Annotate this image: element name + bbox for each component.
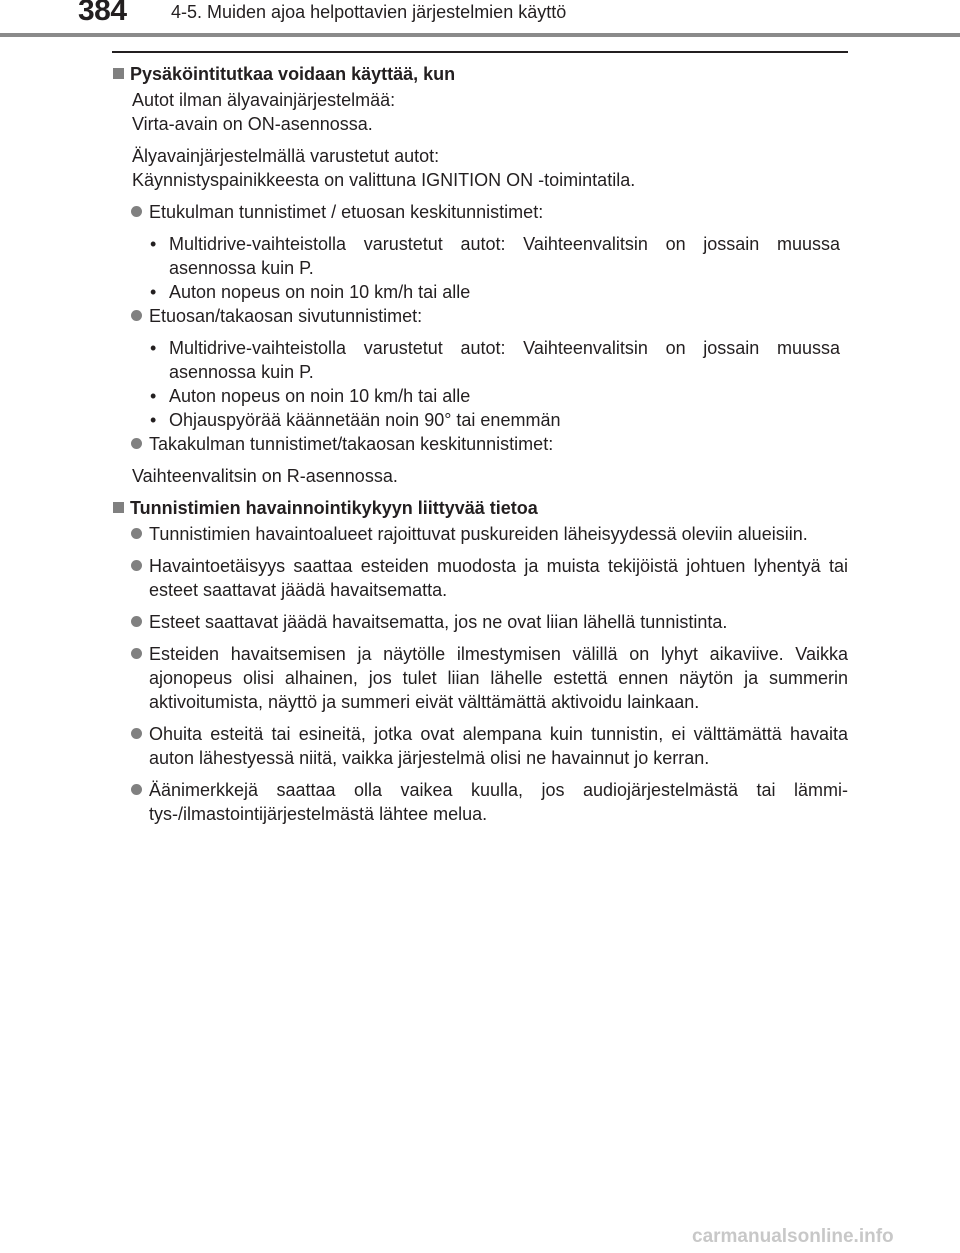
paragraph: Vaihteenvalitsin on R-asennossa. — [132, 466, 398, 486]
section-heading-availability — [112, 62, 848, 86]
heading-text: Pysäköintitutkaa voidaan käyttää, kun — [130, 64, 456, 84]
list-item — [112, 200, 848, 224]
page-content — [112, 62, 848, 826]
round-bullet-icon — [131, 560, 142, 571]
dot-bullet-icon: • — [150, 282, 157, 302]
section-heading-detection — [112, 496, 848, 520]
dot-bullet-icon: • — [150, 338, 157, 358]
page-header — [0, 0, 960, 40]
text-line: Autot ilman älyavainjärjestelmää: — [132, 90, 396, 110]
list-item-text: Esteiden havaitsemisen ja näytölle ilmestymisen välillä on lyhyt aikaviive. Vaikka ajonopeus olisi alhainen, jos tulet liian lähelle estettä ennen näytön ja summerin aktivoitumista, näyttö ja summeri eivät välttämättä aktivoidu lainkaan. — [149, 644, 848, 712]
sub-list-item — [112, 232, 848, 280]
list-item-label: Etukulman tunnistimet / etuosan keskitunnistimet: — [149, 202, 544, 222]
text-line: Käynnistyspainikkeesta on valittuna IGNITION ON -toimintatila. — [132, 170, 636, 190]
list-item-text: Havaintoetäisyys saattaa esteiden muodosta ja muista tekijöistä johtuen lyhentyä tai esteet saattavat jäädä havaitsematta. — [149, 556, 848, 600]
round-bullet-icon — [131, 206, 142, 217]
text-line: Virta-avain on ON-asennossa. — [132, 114, 373, 134]
list-item-text: Esteet saattavat jäädä havaitsematta, jos ne ovat liian lähellä tunnistinta. — [149, 612, 728, 632]
list-item — [112, 554, 848, 602]
list-item-text: Äänimerkkejä saattaa olla vaikea kuulla, jos audiojärjestelmästä tai lämmi-tys-/ilmastointijärjestelmästä lähtee melua. — [149, 780, 848, 824]
paragraph — [112, 144, 848, 192]
sub-list-item-text: Multidrive-vaihteistolla varustetut autot: Vaihteenvalitsin on jossain muussa asennossa kuin P. — [169, 338, 840, 382]
sub-list-item — [112, 280, 848, 304]
round-bullet-icon — [131, 438, 142, 449]
header-divider — [0, 33, 960, 37]
list-item-label: Takakulman tunnistimet/takaosan keskitunnistimet: — [149, 434, 554, 454]
watermark: carmanualsonline.info — [692, 1226, 894, 1247]
list-item — [112, 778, 848, 826]
section-rule — [112, 51, 848, 53]
sub-list-item — [112, 408, 848, 432]
list-item — [112, 722, 848, 770]
paragraph — [112, 88, 848, 136]
dot-bullet-icon: • — [150, 386, 157, 406]
list-item-text: Tunnistimien havaintoalueet rajoittuvat puskureiden läheisyydessä oleviin alueisiin. — [149, 524, 808, 544]
sub-list-item-text: Auton nopeus on noin 10 km/h tai alle — [169, 282, 471, 302]
dot-bullet-icon: • — [150, 410, 157, 430]
round-bullet-icon — [131, 310, 142, 321]
list-item — [112, 522, 848, 546]
round-bullet-icon — [131, 784, 142, 795]
heading-text: Tunnistimien havainnointikykyyn liittyvää tietoa — [130, 498, 538, 518]
round-bullet-icon — [131, 728, 142, 739]
round-bullet-icon — [131, 616, 142, 627]
list-item — [112, 432, 848, 456]
sub-list-item-text: Multidrive-vaihteistolla varustetut autot: Vaihteenvalitsin on jossain muussa asennossa kuin P. — [169, 234, 840, 278]
sub-list-item — [112, 384, 848, 408]
text-line: Älyavainjärjestelmällä varustetut autot: — [132, 146, 440, 166]
list-item — [112, 642, 848, 714]
round-bullet-icon — [131, 648, 142, 659]
sub-list-item-text: Ohjauspyörää käännetään noin 90° tai enemmän — [169, 410, 561, 430]
round-bullet-icon — [131, 528, 142, 539]
page-number: 384 — [78, 0, 127, 27]
list-item — [112, 304, 848, 328]
list-item — [112, 610, 848, 634]
chapter-title: 4-5. Muiden ajoa helpottavien järjestelmien käyttö — [171, 2, 567, 22]
dot-bullet-icon: • — [150, 234, 157, 254]
sub-list-item-text: Auton nopeus on noin 10 km/h tai alle — [169, 386, 471, 406]
list-item-text: Ohuita esteitä tai esineitä, jotka ovat alempana kuin tunnistin, ei välttämättä havaita auton lähestyessä niitä, vaikka järjestelmä olisi ne havainnut jo kerran. — [149, 724, 848, 768]
square-bullet-icon — [113, 68, 124, 79]
square-bullet-icon — [113, 502, 124, 513]
sub-list-item — [112, 336, 848, 384]
list-item-label: Etuosan/takaosan sivutunnistimet: — [149, 306, 423, 326]
